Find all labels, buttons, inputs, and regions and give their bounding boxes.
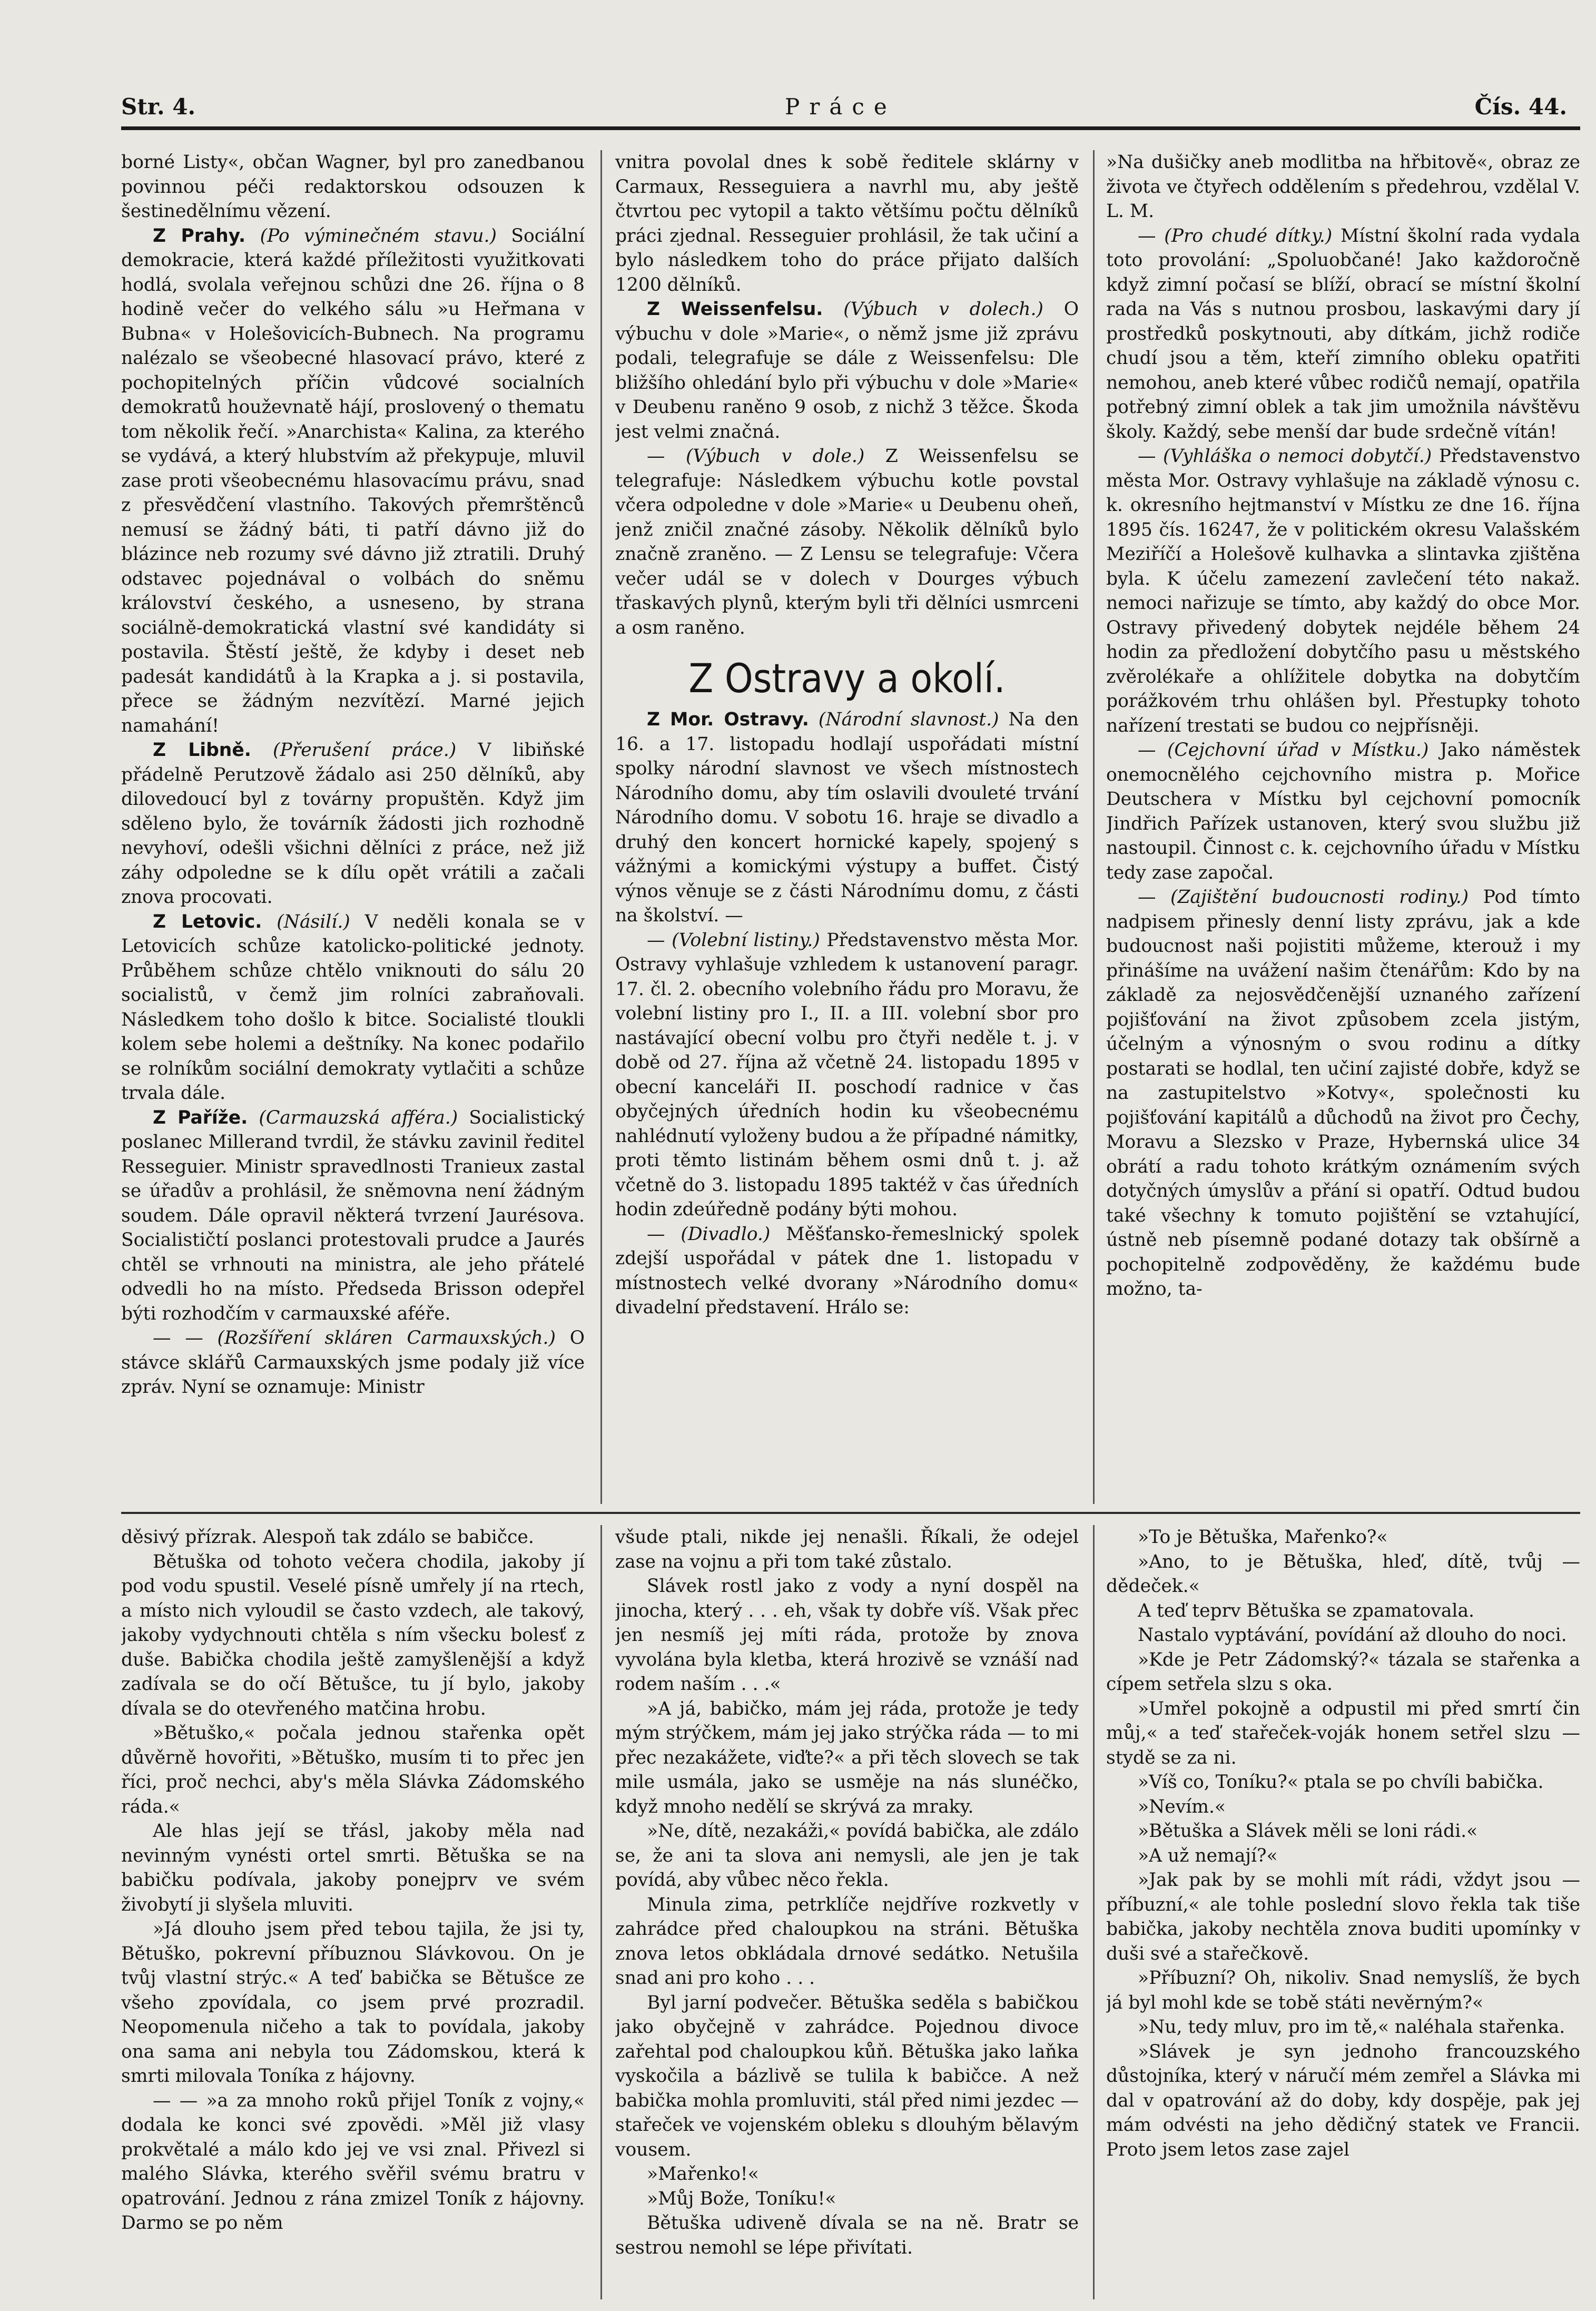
paragraph: Minula zima, petrklíče nejdříve rozkvetly v zahrádce před chaloupkou na stráni. Bětuška znova letos obkládala drnové sedátko. Netušila snad ani pro koho . . . (615, 1894, 1079, 1989)
paragraph: »Na dušičky aneb modlitba na hřbitově«, obraz ze života ve čtyřech oddělením s předehrou, vzdělal V. L. M. (1106, 152, 1580, 222)
paragraph: vnitra povolal dnes k sobě ředitele sklárny v Carmaux, Resseguiera a navrhl mu, aby ještě čtvrtou pec vytopil a takto většímu počtu dělníků práci zjednal. Resseguier prohlásil, že tak učiní a bylo následkem toho do práce přijato dalších 1200 dělníků. (615, 152, 1079, 296)
news-subtitle: (Národní slavnost.) (818, 709, 999, 730)
paragraph: »Umřel pokojně a odpustil mi před smrtí čin můj,« a teď stařeček-voják honem setřel slzu — stydě se za ni. (1106, 1698, 1580, 1768)
news-item (121, 1326, 585, 1400)
news-dateline: Z Libně. (153, 740, 251, 761)
news-item (121, 738, 585, 910)
paragraph: A teď teprv Bětuška se zpamatovala. (1138, 1600, 1474, 1621)
item-dash: — (647, 446, 665, 467)
paragraph: Bětuška udiveně dívala se na ně. Bratr se sestrou nemohl se lépe přivítati. (615, 2212, 1079, 2258)
news-subtitle: (Divadlo.) (681, 1223, 771, 1245)
paragraph: Bětuška od tohoto večera chodila, jakoby jí pod vodu spustil. Veselé písně umřely jí na rtech, a místo nich vyloudil se často vzdech, ale takový, jakoby vydychnouti chtěla s ním všecku bolesť z duše. Babička chodila ještě zamyšlenější a když zadívala se do očí Bětušce, tu jí bylo, jakoby dívala se do otevřeného matčina hrobu. (121, 1551, 585, 1719)
item-dash: — (1138, 446, 1156, 467)
news-text: Pod tímto nadpisem přinesly denní listy zprávu, jak a kde budoucnost naši pojistiti můžeme, kterouž i my přinášíme na uvážení našim čtenářům: Kdo by na základě za nejosvědčenější uznaného zařízení pojišťování na život způsobem zcela jistým, účelným a výnosným o svou rodinu a dítky postarati se hodlal, ten učiní zajisté dobře, když se na zastupitelstvo »Kotvy«, společnosti ku pojišťování kapitálů a důchodů na život pro Čechy, Moravu a Slezsko v Praze, Hybernská ulice 34 obrátí a radu tohoto krátkým oznámením svých dotyčných úmyslův a přání si opatří. Odtud budou také všechny k tomuto pojištění se vztahující, ústně neb písemně podané dotazy tak obšírně a pochopitelně zodpověděny, že každému bude možno, ta- (1106, 887, 1580, 1300)
news-subtitle: (Zajištění budoucnosti rodiny.) (1170, 887, 1469, 908)
paragraph: »Ne, dítě, nezakáži,« povídá babička, ale zdálo se, že ani ta slova ani nemysli, ale jen je tak povídá, aby vůbec něco řekla. (615, 1821, 1079, 1891)
paragraph: »Slávek je syn jednoho francouzského důstojníka, který v náručí mém zemřel a Slávka mi dal v opatrování až do doby, kdy dospěje, pak jej mám odvésti na jeho dědičný statek ve Francii. Proto jsem letos zase zajel (1106, 2041, 1580, 2160)
news-subtitle: (Přerušení práce.) (273, 740, 457, 761)
paragraph: »Jak pak by se mohli mít rádi, vždyt jsou — příbuzní,« ale tohle poslední slovo řekla tak tiše babička, jakoby nechtěla znova buditi upomínky v duši své a stařečkově. (1106, 1870, 1580, 1964)
news-subtitle: (Pro chudé dítky.) (1164, 225, 1333, 247)
news-item (615, 707, 1079, 928)
news-item (121, 1106, 585, 1326)
item-dash: — (1138, 887, 1156, 908)
paragraph: — — »a za mnoho roků přijel Toník z vojny,« dodala ke konci své zpovědi. »Měl již vlasy prokvětalé a málo kdo jej ve vsi znal. Přivezl si malého Slávka, kterého svěřil svému bratru v opatrování. Jednou z rána zmizel Toník z hájovny. Darmo se po něm (121, 2090, 585, 2234)
news-text: Sociální demokracie, která každé příležitosti využitkovati hodlá, svolala veřejnou schůzi dne 26. října o 8 hodině večer do velkého sálu »u Heřmana v Bubna« v Holešovicích-Bubnech. Na programu nalézalo se všeobecné hlasovací právo, které z pochopitelných příčin vůdcové socialních demokratů houževnatě hájí, proslovený o thematu tom několik řečí. »Anarchista« Kalina, za kterého se vydává, a který hlubstvím až překypuje, mluvil zase proti všeobecnému hlasovacímu právu, snad z přesvědčení vlastního. Takových přemrštěnců nemusí se žádný báti, ti patří dávno již do blázince neb rozumy své dávno již ztratili. Druhý odstavec pojednával o volbách do sněmu království českého, a usneseno, by strana sociálně-demokratická vlastní své kandidáty si postavila. Štěstí ještě, že kdyby i deset neb padesát kandidátů à la Krapka a j. si postavila, přece se žádným nezvítězí. Marné jejich namahání! (121, 225, 585, 736)
paragraph: borné Listy«, občan Wagner, byl pro zanedbanou povinnou péči redaktorskou odsouzen k šestinedělnímu vězení. (121, 152, 585, 222)
paragraph: »Kde je Petr Zádomský?« tázala se stařenka a cípem setřela slzu s oka. (1106, 1649, 1580, 1695)
header-rule (121, 126, 1580, 130)
news-subtitle: (Cejchovní úřad v Místku.) (1167, 740, 1429, 761)
news-subtitle: (Výbuch v dole.) (685, 446, 865, 467)
news-item (1106, 224, 1580, 445)
column-divider (1093, 1525, 1095, 2299)
news-dateline: Z Paříže. (153, 1107, 248, 1128)
news-column-3 (1106, 150, 1580, 1504)
news-column-2 (615, 150, 1079, 1504)
news-subtitle: (Carmauzská afféra.) (259, 1107, 458, 1128)
news-text: Měšťansko-řemeslnický spolek zdejší uspořádal v pátek dne 1. listopadu v místnostech velké dvorany »Národního domu« divadelní představení. Hrálo se: (615, 1223, 1079, 1318)
news-subtitle: (Výbuch v dolech.) (843, 299, 1043, 320)
column-divider (600, 1525, 602, 2299)
issue-number: Čís. 44. (1474, 94, 1567, 120)
paragraph: »Víš co, Toníku?« ptala se po chvíli babička. (1138, 1772, 1544, 1793)
paragraph: »Můj Bože, Toníku!« (647, 2188, 836, 2209)
news-dateline: Z Letovic. (153, 911, 262, 932)
news-text: Na den 16. a 17. listopadu hodlají uspořádati místní spolky národní slavnost ve všech místnostech Národního domu, aby tím oslavili dvouleté trvání Národního domu. V sobotu 16. hraje se divadlo a druhý den koncert hornické kapely, spojený s vážnými a komickými výstupy a buffet. Čistý výnos věnuje se z části Národnímu domu, z části na školství. — (615, 709, 1079, 926)
news-column-1 (121, 150, 585, 1504)
paragraph: »Nu, tedy mluv, pro im tě,« naléhala stařenka. (1138, 2017, 1565, 2038)
paragraph: »Já dlouho jsem před tebou tajila, že jsi ty, Bětuško, pokrevní příbuznou Slávkovou. On je tvůj vlastní strýc.« A teď babička se Bětušce ze všeho zpovídala, co jsem prvé prozradil. Neopomenula ničeho a tak to povídala, jakoby ona sama ani nebyla tou Zádomskou, která k smrti milovala Toníka z hájovny. (121, 1919, 585, 2087)
paragraph: »Bětuška a Slávek měli se loni rádi.« (1138, 1821, 1478, 1842)
page-number: Str. 4. (121, 94, 196, 120)
news-subtitle: (Násilí.) (277, 911, 350, 932)
news-item (121, 224, 585, 739)
news-dateline: Z Weissenfelsu. (647, 299, 823, 320)
paragraph: »Nevím.« (1138, 1796, 1226, 1817)
item-dash: — (647, 929, 665, 951)
news-text: O stávce sklářů Carmauxských jsme podaly již více zpráv. Nyní se oznamuje: Ministr (121, 1327, 585, 1398)
news-text: Jako náměstek onemocnělého cejchovního mistra p. Mořice Deutschera v Místku byl cejchovní pomocník Jindřich Pařízek ustanoven, který svou službu již nastoupil. Činnost c. k. cejchovního úřadu v Místku tedy zase započal. (1106, 740, 1580, 883)
newspaper-title: Práce (785, 94, 896, 120)
feuilleton-column-1 (121, 1525, 585, 2305)
news-dateline: Z Prahy. (153, 225, 246, 247)
news-text: Z Weissenfelsu se telegrafuje: Následkem výbuchu kotle povstal včera odpoledne v dole »Marie« u Deubenu oheň, jenž zničil značné zásoby. Několik dělníků bylo značně zraněno. — Z Lensu se telegrafuje: Včera večer udál se v dolech v Dourges výbuch třaskavých plynů, kterým byli tři dělníci usmrceni a osm raněno. (615, 446, 1079, 638)
news-text: O výbuchu v dole »Marie«, o němž jsme již zprávu podali, telegrafuje se dále z Weissenfelsu: Dle bližšího ohledání bylo při výbuchu v dole »Marie« v Deubenu raněno 9 osob, z nichž 3 těžce. Škoda jest velmi značná. (615, 299, 1079, 442)
paragraph: Byl jarní podvečer. Bětuška seděla s babičkou jako obyčejně v zahrádce. Pojednou divoce zařehtal pod chaloupkou kůň. Bětuška jako laňka vyskočila a bázlivě se tulila k babičce. A než babička mohla promluviti, stál před nimi jezdec — stařeček ve vojenském obleku s dlouhým bělavým vousem. (615, 1992, 1079, 2160)
paragraph: Nastalo vyptávání, povídání až dlouho do noci. (1138, 1625, 1567, 1646)
paragraph: Slávek rostl jako z vody a nyní dospěl na jinocha, který . . . eh, však ty dobře víš. Však přec jen nesmíš jej míti ráda, protože by znova vyvolána byla kletba, která hrozivě se vznáší nad rodem naším . . .« (615, 1576, 1079, 1695)
column-divider (1093, 150, 1095, 1504)
paragraph: »A už nemají?« (1138, 1845, 1278, 1866)
news-item (1106, 738, 1580, 885)
news-subtitle: (Rozšíření skláren Carmauxských.) (217, 1327, 556, 1349)
news-item (615, 444, 1079, 640)
news-item (615, 297, 1079, 444)
news-item (1106, 885, 1580, 1302)
feuilleton-column-3 (1106, 1525, 1580, 2305)
paragraph: Ale hlas její se třásl, jakoby měla nad nevinným vynésti ortel smrti. Bětuška se na babičku podívala, jakoby ponejprv ve svém živobytí ji slyšela mluviti. (121, 1821, 585, 1915)
item-dash: — — (153, 1327, 203, 1349)
paragraph: »Ano, to je Bětuška, hleď, dítě, tvůj — dědeček.« (1106, 1551, 1580, 1597)
item-dash: — (1138, 225, 1156, 247)
news-text: V neděli konala se v Letovicích schůze katolicko-politické jednoty. Průběhem schůze chtělo vniknouti do sálu 20 socialistů, v čemž jim rolníci zabraňovali. Následkem toho došlo k bitce. Socialisté tloukli kolem sebe holemi a deštníky. Na konec podařilo se rolníkům sociální demokraty vytlačiti a schůze trvala dále. (121, 911, 585, 1104)
news-text: Představenstvo města Mor. Ostravy vyhlašuje vzhledem k ustanovení paragr. 17. čl. 2. obecního volebního řádu pro Moravu, že volební listiny pro I., II. a III. volební sbor pro nastávající obecní volbu pro čtyři neděle t. j. v době od 27. října až včetně 24. listopadu 1895 v obecní kanceláři II. poschodí radnice v čas obyčejných úředních hodin ku všeobecnému nahlédnutí vyloženy budou a že případné námitky, proti těmto listinám během osmi dnů t. j. až včetně do 3. listopadu 1895 taktéž v čas úředních hodin zdeúředně podány býti mohou. (615, 929, 1079, 1220)
feuilleton-column-2 (615, 1525, 1079, 2305)
paragraph: »A já, babičko, mám jej ráda, protože je tedy mým strýčkem, mám jej jako strýčka ráda — to mi přec nezakážete, viďte?« a při těch slovech se tak mile usmála, jako se usměje na nás slunéčko, když mnoho nedělí se skrývá za mraky. (615, 1698, 1079, 1817)
news-item (121, 910, 585, 1106)
news-subtitle: (Volební listiny.) (672, 929, 820, 951)
feuilleton-rule (121, 1512, 1580, 1514)
paragraph: »Příbuzní? Oh, nikoliv. Snad nemyslíš, že bych já byl mohl kde se tobě státi nevěrným?« (1106, 1968, 1580, 2013)
news-text: Představenstvo města Mor. Ostravy vyhlašuje na základě výnosu c. k. okresního hejtmanství v Místku ze dne 16. října 1895 čís. 16247, že v politickém okresu Valašském Meziříčí a Holešově kulhavka a slintavka zjištěna byla. K účelu zamezení zavlečení této nakaž. nemoci nařizuje se tímto, aby každý do obce Mor. Ostravy přivedený dobytek nejdéle během 24 hodin za předložení dobytčího pasu u městského zvěrolékaře a ohlížitele dobytka na dobytčím porážkovém trhu ohlášen byl. Přestupky tohoto nařízení trestati se budou co nejpřísněji. (1106, 446, 1580, 736)
item-dash: — (647, 1223, 665, 1245)
news-item (615, 928, 1079, 1222)
item-dash: — (1138, 740, 1156, 761)
news-text: Socialistický poslanec Millerand tvrdil, že stávku zavinil ředitel Resseguier. Ministr spravedlnosti Tranieux zastal se úřadův a prohlásil, že sněmovna není žádným soudem. Dále opravil některá tvrzení Jaurésova. Socialističtí poslanci protestovali prudce a Jaurés chtěl se vrhnouti na ministra, ale jeho přátelé odvedli ho na místo. Předseda Brisson odepřel býti rozhodčím v carmauxské aféře. (121, 1107, 585, 1324)
news-subtitle: (Vyhláška o nemoci dobytčí.) (1162, 446, 1432, 467)
paragraph: »To je Bětuška, Mařenko?« (1138, 1527, 1388, 1548)
news-dateline: Z Mor. Ostravy. (647, 709, 809, 730)
column-divider (600, 150, 602, 1504)
paragraph: »Bětuško,« počala jednou stařenka opět důvěrně hovořiti, »Bětuško, musím ti to přec jen říci, proč nechci, aby's měla Slávka Zádomského ráda.« (121, 1723, 585, 1817)
news-subtitle: (Po výminečném stavu.) (260, 225, 497, 247)
paragraph: všude ptali, nikde jej nenašli. Říkali, že odejel zase na vojnu a při tom také zůstalo. (615, 1527, 1079, 1572)
section-heading: Z Ostravy a okolí. (688, 655, 1006, 702)
news-item (1106, 444, 1580, 738)
paragraph: »Mařenko!« (647, 2164, 759, 2185)
news-item (615, 1222, 1079, 1320)
news-text: V libiňské přádelně Perutzově žádalo asi 250 dělníků, aby dilovedoucí byl z továrny propuštěn. Když jim sděleno bylo, že továrník žádosti jich rozhodně nevyhoví, odešli všichni dělníci z práce, než již záhy odpoledne se k dílu opět vrátili a začali znova procovati. (121, 740, 585, 908)
news-text: Místní školní rada vydala toto provolání: „Spoluobčané! Jako každoročně když zimní počasí se blíží, obrací se místní školní rada na Vás s nutnou prosbou, laskavými dary jí prostředků poskytnouti, aby dítkám, jichž rodiče chudí jsou a těm, kteří zimního obleku opatřiti nemohou, aneb které vůbec rodičů nemají, opatřila potřebný zimní oblek a tak jim umožnila návštěvu školy. Každý, sebe menší dar bude srdečně vítán! (1106, 225, 1580, 442)
paragraph: děsivý přízrak. Alespoň tak zdálo se babičce. (121, 1527, 534, 1548)
